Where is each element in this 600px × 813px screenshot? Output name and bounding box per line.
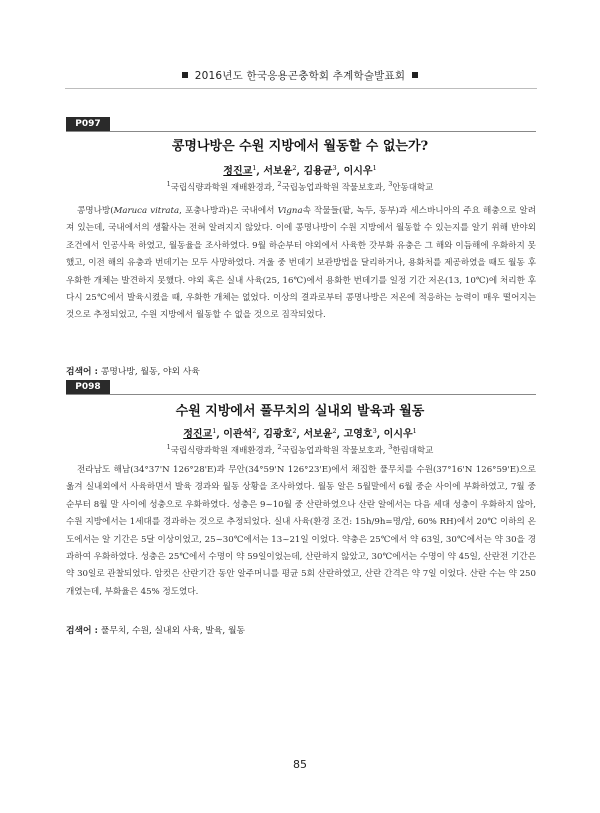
abstract-title: 콩명나방은 수원 지방에서 월동할 수 없는가? [171, 139, 429, 154]
abstract-id-badge: P098 [66, 380, 110, 394]
author-name: 정진교 [183, 429, 213, 440]
keywords-label: 검색어 [66, 367, 92, 377]
author-name: 정진교 [223, 166, 253, 177]
abstract-divider [66, 394, 536, 395]
affiliation: 한림대학교 [392, 446, 434, 456]
square-bullet-icon [182, 72, 188, 78]
affiliation: 국립농업과학원 작물보호과 [281, 446, 383, 456]
author-list: 정진교$^1$, 이관석$^2$, 김광호$^2$, 서보윤$^2$, 고영호$^3$, 이시우$^1$ [183, 427, 417, 440]
affiliations: $^1$국립식량과학원 재배환경과, $^2$국립농업과학원 작물보호과, $^3$한림대학교 [166, 443, 434, 456]
author-name: 서보윤 [263, 166, 293, 177]
author-list: 정진교$^1$, 서보윤$^2$, 김용균$^3$, 이시우$^1$ [223, 164, 377, 177]
abstract-title: 수원 지방에서 풀무치의 실내외 발육과 월동 [175, 404, 425, 419]
keywords-line: 검색어 : 콩명나방, 월동, 야외 사육 [66, 367, 200, 377]
author-name: 이관석 [223, 429, 253, 440]
keywords-text: 풀무치, 수원, 실내외 사육, 발육, 월동 [100, 626, 246, 636]
page-number: 85 [293, 758, 307, 771]
header-divider [65, 88, 537, 89]
abstract-body: 콩명나방(Maruca vitrata, 포충나방과)은 국내에서 Vigna속 작물들(팥, 녹두, 동부)과 세스바니아의 주요 해충으로 알려져 있는데, 국내에서의 생활사는 전혀 알려지지 않았다. 이에 콩명나방이 수원 지방에서 월동할 수 있는지를 알기 위해 반야외 조건에서 인공사육 하였고, 월동율을 조사하였다. 9월 하순부터 야외에서 사육한 갓부화 유충은 그 해와 이듬해에 우화하지 못했고, 이전 해의 유충과 번데기는 모두 사망하였다. 겨울 중 번데기 보관방법을 달리하거나, 용화처를 제공하였을 때도 월동 후 우화한 개체는 발견하지 못했다. 야외 혹은 실내 사육(25, 16℃)에서 용화한 번데기를 일정 기간 저온(13, 10℃)에 처리한 후 다시 25℃에서 발육시켰을 때, 우화한 개체는 없었다. 이상의 결과로부터 콩명나방은 저온에 적응하는 능력이 매우 떨어지는 것으로 추정되었고, 수원 지방에서 월동할 수 없을 것으로 짐작되었다. [66, 206, 537, 321]
keywords-line: 검색어 : 풀무치, 수원, 실내외 사육, 발육, 월동 [66, 626, 246, 636]
abstract-id-badge: P097 [66, 117, 110, 131]
square-bullet-icon [412, 72, 418, 78]
affiliation: 국립식량과학원 재배환경과 [170, 183, 272, 193]
conference-title: 2016년도 한국응용곤충학회 추계학술발표회 [194, 70, 406, 82]
author-name: 고영호 [343, 429, 373, 440]
author-name: 이시우 [383, 429, 413, 440]
species-name: Maruca vitrata [113, 206, 180, 216]
affiliation: 국립농업과학원 작물보호과 [281, 183, 383, 193]
author-name: 김용균 [303, 166, 333, 177]
affiliation: 국립식량과학원 재배환경과 [170, 446, 272, 456]
keywords-text: 콩명나방, 월동, 야외 사육 [100, 367, 200, 377]
author-name: 김광호 [263, 429, 293, 440]
keywords-label: 검색어 [66, 626, 92, 636]
author-name: 서보윤 [303, 429, 333, 440]
affiliations: $^1$국립식량과학원 재배환경과, $^2$국립농업과학원 작물보호과, $^3$안동대학교 [166, 180, 434, 193]
affiliation: 안동대학교 [392, 183, 434, 193]
genus-name: Vigna [277, 206, 303, 216]
abstract-body: 전라남도 해남(34°37'N 126°28'E)과 무안(34°59'N 126°23'E)에서 채집한 풀무치를 수원(37°16'N 126°59'E)으로 옮겨 실내외에서 사육하면서 발육 경과와 월동 상황을 조사하였다. 월동 알은 5월말에서 6월 중순 사이에 부화하였고, 7월 중순부터 8월 말 사이에 성충으로 우화하였다. 성충은 9~10월 중 산란하였으나 산란 알에서는 다음 세대 성충이 우화하지 않아, 수원 지방에서는 1세대를 경과하는 것으로 추정되었다. 실내 사육(환경 조건: 15h/9h=명/암, 60% RH)에서 20℃ 이하의 온도에서는 알 기간은 5달 이상이었고, 25~30℃에서는 13~21일 이었다. 약충은 25℃에서 약 63일, 30℃에서는 약 30을 경과하여 우화하였다. 성충은 25℃에서 수명이 약 59일이었는데, 산란하지 않았고, 30℃에서는 수명이 약 45일, 산란전 기간은 약 30일로 관찰되었다. 암컷은 산란기간 동안 알주머니를 평균 5회 산란하였고, 산란 간격은 약 7일 이었다. 산란 수는 약 250개였는데, 부화율은 45% 정도였다. [66, 465, 536, 597]
abstract-divider [66, 131, 536, 132]
author-name: 이시우 [343, 166, 373, 177]
conference-header [0, 68, 600, 83]
